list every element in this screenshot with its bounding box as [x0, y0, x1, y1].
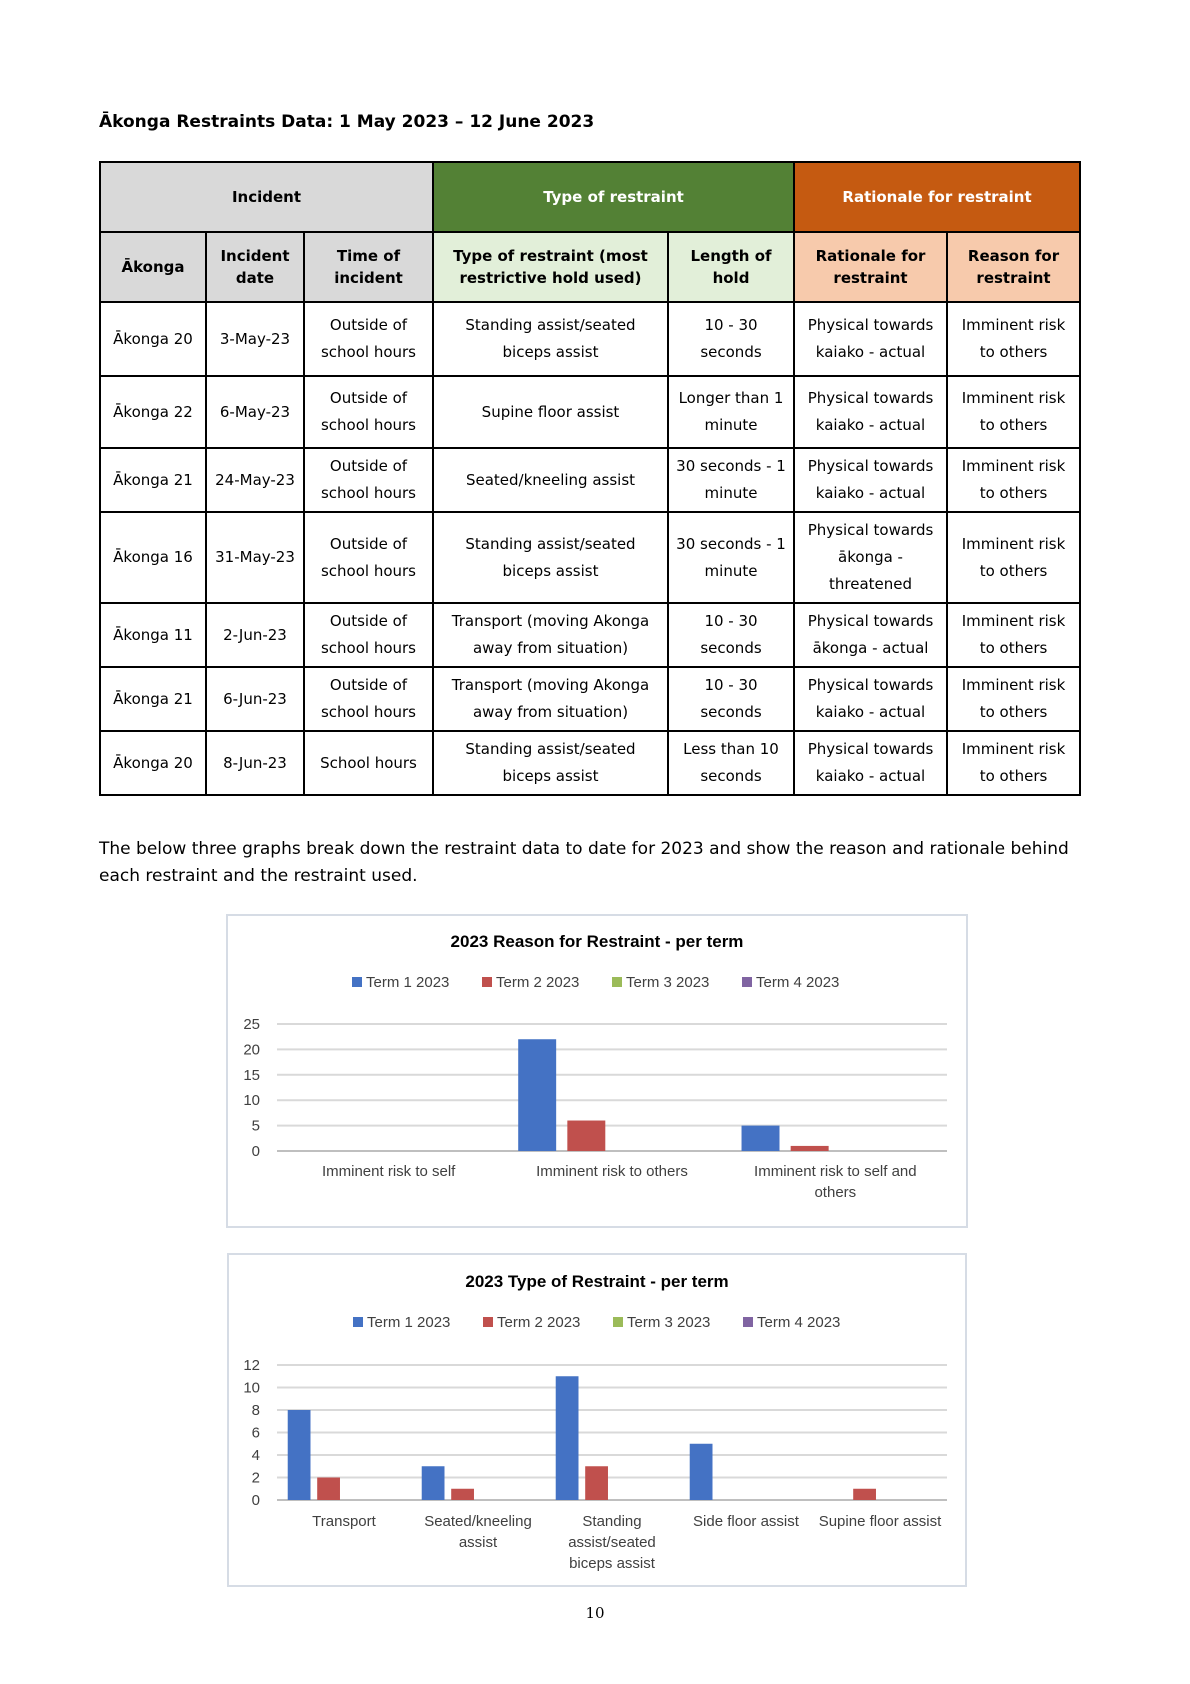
table-cell: Less than 10 seconds [668, 731, 794, 795]
bar [853, 1489, 876, 1500]
x-category-label: assist/seated [568, 1534, 656, 1551]
table-cell: Imminent risk to others [947, 512, 1080, 603]
y-tick-label: 0 [251, 1143, 260, 1160]
bar [556, 1376, 579, 1500]
bar [451, 1489, 474, 1500]
table-cell: Ākonga 22 [100, 376, 206, 448]
y-tick-label: 12 [243, 1357, 260, 1374]
table-cell: Ākonga 20 [100, 731, 206, 795]
column-header-row [100, 232, 1080, 302]
reason-chart-container [226, 914, 968, 1228]
table-cell: Physical towards ākonga - actual [794, 603, 947, 667]
table-cell: 10 - 30 seconds [668, 667, 794, 731]
table-cell: 24-May-23 [206, 448, 304, 512]
bar [585, 1466, 608, 1500]
legend-swatch [613, 1317, 623, 1327]
table-cell: 10 - 30 seconds [668, 603, 794, 667]
y-tick-label: 5 [251, 1117, 260, 1135]
table-cell: 2-Jun-23 [206, 603, 304, 667]
bar [690, 1444, 713, 1500]
table-cell: Outside of school hours [304, 448, 433, 512]
group-header-row [100, 162, 1080, 232]
y-tick-label: 4 [251, 1447, 260, 1464]
table-cell: Imminent risk to others [947, 448, 1080, 512]
table-cell: Longer than 1 minute [668, 376, 794, 448]
table-cell: Imminent risk to others [947, 302, 1080, 376]
group-header-incident: Incident [100, 162, 433, 232]
legend-swatch [612, 977, 622, 987]
y-tick-label: 10 [243, 1092, 260, 1110]
column-header: Length of hold [668, 232, 794, 302]
legend-entry: Term 3 2023 [626, 974, 710, 991]
table-cell: Physical towards kaiako - actual [794, 302, 947, 376]
table-row [100, 731, 1080, 795]
table-cell: Outside of school hours [304, 603, 433, 667]
y-tick-label: 20 [243, 1041, 260, 1059]
y-tick-label: 25 [243, 1016, 260, 1033]
table-cell: Standing assist/seated biceps assist [433, 731, 668, 795]
table-cell: Imminent risk to others [947, 376, 1080, 448]
table-cell: School hours [304, 731, 433, 795]
bar [317, 1478, 340, 1501]
x-category-label: biceps assist [569, 1555, 655, 1572]
legend-entry: Term 4 2023 [757, 1314, 841, 1331]
table-cell: Imminent risk to others [947, 667, 1080, 731]
table-cell: Transport (moving Akonga away from situation) [433, 667, 668, 731]
page-heading: Ākonga Restraints Data: 1 May 2023 – 12 June 2023 [99, 112, 595, 132]
group-header-rationale: Rationale for restraint [794, 162, 1080, 232]
bar [518, 1039, 556, 1151]
table-row [100, 603, 1080, 667]
chart-title: 2023 Type of Restraint - per term [465, 1272, 729, 1291]
legend-swatch [743, 1317, 753, 1327]
table-row [100, 512, 1080, 603]
x-category-label: others [814, 1184, 857, 1201]
table-cell: Outside of school hours [304, 512, 433, 603]
y-tick-label: 10 [243, 1379, 260, 1397]
x-category-label: Standing [582, 1513, 642, 1530]
legend-swatch [742, 977, 752, 987]
table-cell: 6-Jun-23 [206, 667, 304, 731]
table-cell: 8-Jun-23 [206, 731, 304, 795]
bar [288, 1410, 311, 1500]
table-row [100, 448, 1080, 512]
restraints-table [99, 161, 1081, 796]
legend-entry: Term 2 2023 [497, 1314, 581, 1331]
table-cell: Standing assist/seated biceps assist [433, 302, 668, 376]
table-cell: Physical towards kaiako - actual [794, 448, 947, 512]
column-header: Incident date [206, 232, 304, 302]
x-category-label: Transport [312, 1513, 376, 1530]
reason-for-restraint-chart [228, 916, 966, 1226]
table-cell: Transport (moving Akonga away from situation) [433, 603, 668, 667]
legend-swatch [483, 1317, 493, 1327]
bar [791, 1146, 829, 1151]
table-row [100, 376, 1080, 448]
legend-swatch [353, 1317, 363, 1327]
legend-entry: Term 4 2023 [756, 974, 840, 991]
intro-paragraph: The below three graphs break down the restraint data to date for 2023 and show the reason and rationale behind each restraint and the restraint used. [99, 839, 1069, 886]
table-cell: Physical towards kaiako - actual [794, 731, 947, 795]
x-category-label: Imminent risk to self and [754, 1163, 917, 1180]
table-cell: Standing assist/seated biceps assist [433, 512, 668, 603]
table-cell: Physical towards ākonga - threatened [794, 512, 947, 603]
legend-entry: Term 3 2023 [627, 1314, 711, 1331]
table-cell: Imminent risk to others [947, 731, 1080, 795]
table-cell: 31-May-23 [206, 512, 304, 603]
table-row [100, 302, 1080, 376]
table-cell: Outside of school hours [304, 667, 433, 731]
table-cell: Ākonga 21 [100, 448, 206, 512]
column-header: Time of incident [304, 232, 433, 302]
chart-title: 2023 Reason for Restraint - per term [450, 932, 744, 951]
x-category-label: Imminent risk to self [321, 1163, 456, 1180]
y-tick-label: 2 [251, 1469, 260, 1487]
legend-entry: Term 1 2023 [367, 1314, 451, 1331]
table-cell: 3-May-23 [206, 302, 304, 376]
legend-swatch [482, 977, 492, 987]
y-tick-label: 8 [251, 1402, 260, 1419]
column-header: Reason for restraint [947, 232, 1080, 302]
group-header-type: Type of restraint [433, 162, 794, 232]
type-chart-container [227, 1253, 967, 1587]
x-category-label: Seated/kneeling [424, 1513, 532, 1530]
type-of-restraint-chart [229, 1255, 965, 1585]
legend-entry: Term 1 2023 [366, 974, 450, 991]
table-cell: 6-May-23 [206, 376, 304, 448]
table-cell: 30 seconds - 1 minute [668, 512, 794, 603]
table-row [100, 667, 1080, 731]
table-cell: Seated/kneeling assist [433, 448, 668, 512]
x-category-label: Imminent risk to others [536, 1163, 688, 1180]
table-cell: Ākonga 21 [100, 667, 206, 731]
table-cell: Ākonga 11 [100, 603, 206, 667]
table-cell: Ākonga 16 [100, 512, 206, 603]
y-tick-label: 0 [251, 1492, 260, 1509]
x-category-label: Supine floor assist [818, 1513, 942, 1530]
table-cell: Imminent risk to others [947, 603, 1080, 667]
table-cell: Physical towards kaiako - actual [794, 667, 947, 731]
page-number: 10 [585, 1604, 605, 1622]
bar [567, 1121, 605, 1151]
table-cell: Ākonga 20 [100, 302, 206, 376]
column-header: Rationale for restraint [794, 232, 947, 302]
table-cell: 30 seconds - 1 minute [668, 448, 794, 512]
table-cell: Outside of school hours [304, 376, 433, 448]
column-header: Ākonga [100, 232, 206, 302]
x-category-label: Side floor assist [693, 1513, 799, 1530]
x-category-label: assist [458, 1534, 498, 1551]
bar [422, 1466, 445, 1500]
y-tick-label: 6 [251, 1424, 260, 1442]
bar [742, 1126, 780, 1151]
table-cell: 10 - 30 seconds [668, 302, 794, 376]
legend-entry: Term 2 2023 [496, 974, 580, 991]
column-header: Type of restraint (most restrictive hold used) [433, 232, 668, 302]
legend-swatch [352, 977, 362, 987]
table-cell: Physical towards kaiako - actual [794, 376, 947, 448]
table-cell: Outside of school hours [304, 302, 433, 376]
y-tick-label: 15 [243, 1066, 260, 1084]
table-cell: Supine floor assist [433, 376, 668, 448]
